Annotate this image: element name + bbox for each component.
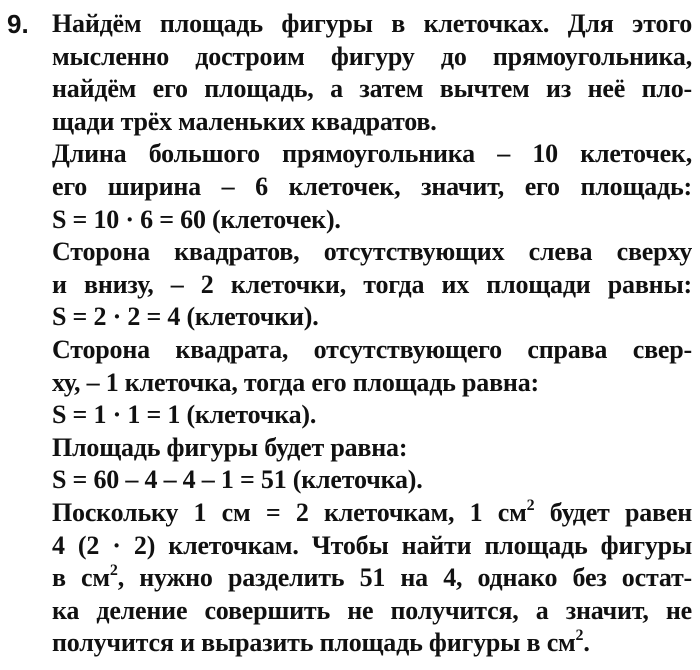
text-line-20-tail: .	[583, 628, 590, 658]
text-line-9: и внизу, – 2 клеточки, тогда их площади равны:	[52, 269, 692, 299]
superscript-2: 2	[109, 562, 118, 580]
text-line-18	[52, 562, 692, 595]
text-line-2: мысленно достроим фигуру до прямоугольника,	[52, 41, 692, 71]
text-line-12: ху, – 1 клеточка, тогда его площадь равна:	[52, 367, 539, 397]
text-line-3: найдём его площадь, а затем вычтем из неё пло-	[52, 74, 692, 104]
text-line-16-tail: будет равен	[534, 498, 692, 527]
text-line-5: Длина большого прямоугольника – 10 клеточек,	[52, 139, 692, 169]
superscript-2: 2	[526, 497, 535, 514]
text-line-16	[52, 497, 692, 530]
formula-one-square-area: S = 1 · 1 = 1 (клеточка).	[52, 400, 317, 430]
text-line-20	[52, 627, 692, 660]
text-line-20-main: получится и выразить площадь фигуры в см	[52, 628, 576, 658]
text-line-19: ка деление совершить не получится, а значит, не	[52, 595, 692, 625]
superscript-2: 2	[575, 627, 584, 645]
formula-small-squares-area: S = 2 · 2 = 4 (клеточки).	[52, 302, 319, 332]
text-line-17: 4 (2 · 2) клеточкам. Чтобы найти площадь фигуры	[52, 530, 692, 560]
text-line-4: щади трёх маленьких квадратов.	[52, 106, 437, 136]
problem-number: 9.	[7, 9, 29, 39]
formula-rectangle-area: S = 10 · 6 = 60 (клеточек).	[52, 204, 341, 234]
text-line-6: его ширина – 6 клеточек, значит, его площадь:	[52, 172, 692, 201]
text-line-14: Площадь фигуры будет равна:	[52, 432, 408, 462]
text-line-16-main: Поскольку 1 см = 2 клеточкам, 1 см	[52, 498, 527, 527]
text-line-18-main: в см	[52, 563, 110, 593]
text-line-8: Сторона квадратов, отсутствующих слева сверху	[52, 237, 692, 267]
text-line-1: Найдём площадь фигуры в клеточках. Для этого	[52, 9, 692, 38]
text-line-11: Сторона квадрата, отсутствующего справа свер-	[52, 335, 692, 364]
formula-figure-area: S = 60 – 4 – 4 – 1 = 51 (клеточка).	[52, 465, 423, 495]
text-line-18-tail: , нужно разделить 51 на 4, однако без остат-	[117, 563, 692, 593]
